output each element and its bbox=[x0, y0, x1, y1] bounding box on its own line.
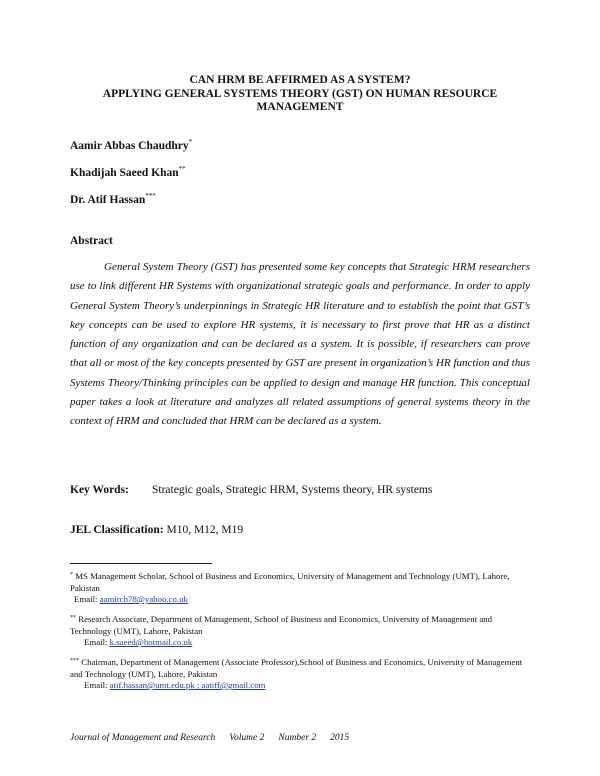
author-name: Khadijah Saeed Khan bbox=[70, 167, 179, 179]
email-link[interactable]: aamirch78@yahoo.co.uk bbox=[99, 594, 188, 604]
keywords-value: Strategic goals, Strategic HRM, Systems theory, HR systems bbox=[152, 484, 433, 496]
abstract-text: General System Theory (GST) has presented some key concepts that Strategic HRM researchers use to link different HR Systems with organizational strategic goals and performance. In order to apply General System Theory’s underpinnings in Strategic HR literature and to establish the point that GST’s key concepts can be used to explore HR systems, it is necessary to first prove that HR as a distinct function of any organization and can be declared as a system. It is possible, if researchers can prove that all or most of the key concepts presented by GST are present in organization’s HR function and thus Systems Theory/Thinking principles can be applied to design and manage HR function. This conceptual paper takes a look at literature and analyzes all related assumptions of general systems theory in the context of HRM and concluded that HRM can be declared as a system. bbox=[70, 261, 530, 428]
author-1 bbox=[70, 140, 192, 152]
abstract-heading: Abstract bbox=[70, 235, 113, 247]
footnote-2 bbox=[70, 614, 530, 649]
author-name: Dr. Atif Hassan bbox=[70, 194, 146, 206]
footnote-divider bbox=[70, 563, 212, 564]
email-label: Email: bbox=[84, 637, 110, 647]
footnote-email-line bbox=[70, 637, 530, 649]
author-3 bbox=[70, 194, 156, 206]
title-line-3: MANAGEMENT bbox=[256, 101, 344, 113]
author-name: Aamir Abbas Chaudhry bbox=[70, 140, 189, 152]
title-line-1: CAN HRM BE AFFIRMED AS A SYSTEM? bbox=[189, 74, 411, 86]
footnote-mark: *** bbox=[70, 658, 79, 664]
footer-year: 2015 bbox=[330, 733, 350, 743]
paper-title bbox=[70, 74, 530, 115]
jel-value: M10, M12, M19 bbox=[163, 524, 244, 536]
footer-journal: Journal of Management and Research bbox=[70, 733, 216, 743]
author-2 bbox=[70, 167, 186, 179]
author-mark: * bbox=[188, 138, 193, 146]
footnote-email-line bbox=[70, 594, 530, 606]
title-line-2: APPLYING GENERAL SYSTEMS THEORY (GST) ON HUMAN RESOURCE bbox=[102, 87, 498, 100]
keywords-label: Key Words: bbox=[70, 484, 129, 496]
footnote-text: MS Management Scholar, School of Business and Economics, University of Management and Technology (UMT), Lahore, Pakistan bbox=[70, 571, 510, 593]
author-mark: *** bbox=[145, 192, 156, 200]
email-link[interactable]: atif.hassan@umt.edu.pk ; aatiff@gmail.com bbox=[109, 680, 266, 690]
footnote-1 bbox=[70, 571, 530, 606]
author-mark: ** bbox=[178, 165, 186, 173]
footer-volume: Volume 2 bbox=[229, 733, 265, 743]
email-label: Email: bbox=[84, 680, 110, 690]
footnote-3 bbox=[70, 657, 530, 692]
jel-label: JEL Classification: bbox=[70, 524, 164, 536]
footnote-email-line bbox=[70, 680, 530, 692]
keywords bbox=[70, 484, 432, 496]
footnote-mark: ** bbox=[70, 615, 76, 621]
footnote-text: Research Associate, Department of Management, School of Business and Economics, University of Management and Technology (UMT), Lahore, Pakistan bbox=[70, 614, 493, 636]
page-footer bbox=[70, 733, 363, 743]
jel-classification bbox=[70, 524, 243, 536]
email-link[interactable]: k.saeed@hotmail.co.uk bbox=[109, 637, 193, 647]
footer-number: Number 2 bbox=[278, 733, 317, 743]
footnote-mark: * bbox=[70, 572, 73, 578]
email-label: Email: bbox=[74, 594, 100, 604]
footnote-text: Chairman, Department of Management (Associate Professor),School of Business and Economics, University of Management and Technology (UMT), Lahore, Pakistan bbox=[70, 657, 523, 679]
